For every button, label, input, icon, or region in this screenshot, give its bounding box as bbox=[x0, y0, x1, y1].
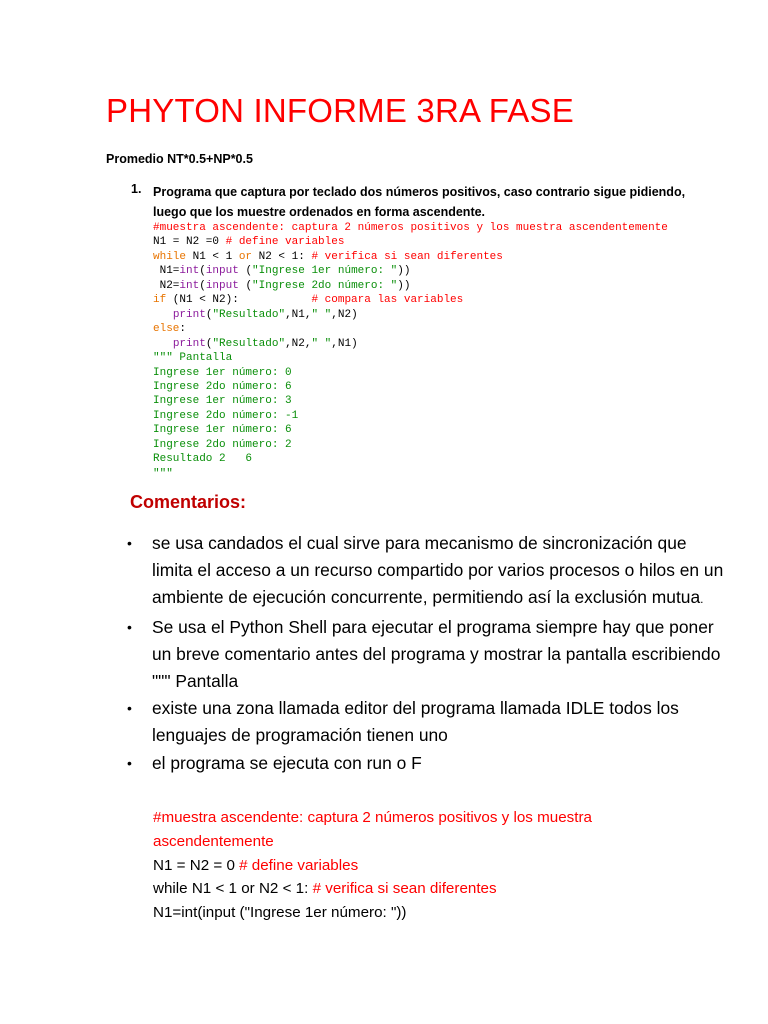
snippet-comment: # verifica si sean diferentes bbox=[312, 880, 497, 898]
code-string: " " bbox=[311, 337, 332, 350]
code-text: ( bbox=[205, 337, 213, 350]
comment-text: se usa candados el cual sirve para mecanismo de sincronización que limita el acceso a un recurso compartido por varios procesos o hilos en un ambiente de ejecución concurrente, permitiendo así la exclusión mutua bbox=[152, 533, 724, 608]
code-text: )) bbox=[397, 279, 411, 292]
code-string: " " bbox=[311, 308, 332, 321]
screen-line: Ingrese 1er número: 6 bbox=[153, 424, 292, 437]
document-title: PHYTON INFORME 3RA FASE bbox=[106, 92, 574, 129]
code-text: N1 = N2 =0 bbox=[153, 236, 226, 249]
code-string: "Resultado" bbox=[212, 308, 286, 321]
comments-heading: Comentarios: bbox=[130, 492, 247, 512]
bullet-icon: • bbox=[127, 618, 132, 635]
code-text bbox=[153, 309, 173, 321]
code-text: ( bbox=[199, 265, 206, 278]
list-item-text: Programa que captura por teclado dos números positivos, caso contrario sigue pidiendo, luego que los muestre ordenados en forma ascendente. bbox=[153, 185, 686, 219]
code-builtin: print bbox=[172, 337, 206, 350]
code-comment: #muestra ascendente: captura 2 números positivos y los muestra ascendentemente bbox=[153, 222, 668, 234]
comment-item bbox=[127, 530, 727, 614]
snippet-code: while N1 < 1 or N2 < 1: bbox=[153, 880, 313, 898]
code-text: N2 < 1: bbox=[252, 250, 312, 263]
code-string: "Ingrese 2do número: " bbox=[252, 279, 398, 292]
code-text: : bbox=[179, 323, 187, 336]
snippet-comment: # define variables bbox=[239, 856, 359, 874]
code-keyword: or bbox=[238, 250, 253, 263]
snippet-line bbox=[153, 877, 713, 901]
code-builtin: int bbox=[179, 279, 200, 292]
comment-item bbox=[127, 614, 727, 696]
code-text: ( bbox=[199, 279, 206, 292]
code-keyword: while bbox=[153, 250, 187, 263]
code-keyword: else bbox=[153, 323, 180, 336]
comment-item bbox=[127, 750, 727, 777]
comment-period: . bbox=[700, 592, 704, 607]
code-text: ,N2, bbox=[285, 337, 312, 350]
code-keyword: if bbox=[153, 294, 167, 307]
code-text: (N1 < N2): bbox=[166, 294, 312, 307]
code-comment: # verifica si sean diferentes bbox=[311, 250, 503, 263]
bullet-icon: • bbox=[127, 700, 132, 717]
screen-line: """ bbox=[153, 467, 173, 480]
comment-item bbox=[127, 695, 727, 749]
code-text: ( bbox=[238, 265, 253, 278]
code-text: ( bbox=[238, 279, 253, 292]
code-text: ,N1, bbox=[285, 308, 312, 321]
code-string: "Ingrese 1er número: " bbox=[252, 265, 398, 278]
grade-formula: Promedio NT*0.5+NP*0.5 bbox=[106, 152, 253, 166]
screen-line: Resultado 2 6 bbox=[153, 453, 253, 466]
comment-text: existe una zona llamada editor del programa llamada IDLE todos los lenguajes de programación tienen uno bbox=[152, 698, 679, 746]
screen-line: """ Pantalla bbox=[153, 352, 233, 365]
snippet-line bbox=[153, 901, 713, 925]
code-comment: # compara las variables bbox=[311, 294, 464, 307]
snippet-code: N1=int(input ("Ingrese 1er número: ")) bbox=[153, 904, 407, 922]
screen-line: Ingrese 2do número: 2 bbox=[153, 438, 292, 451]
code-snippet bbox=[153, 806, 713, 925]
list-item-number: 1. bbox=[131, 182, 142, 196]
code-text: )) bbox=[397, 265, 411, 278]
code-builtin: print bbox=[172, 308, 206, 321]
code-text: N1= bbox=[153, 265, 180, 278]
code-text: N2= bbox=[153, 279, 180, 292]
comment-text: el programa se ejecuta con run o F bbox=[152, 752, 422, 773]
screen-line: Ingrese 1er número: 3 bbox=[153, 395, 292, 408]
bullet-icon: • bbox=[127, 535, 132, 551]
snippet-comment: #muestra ascendente: captura 2 números positivos y los muestra ascendentemente bbox=[153, 809, 592, 850]
code-text: N1 < 1 bbox=[186, 250, 239, 263]
bullet-icon: • bbox=[127, 754, 132, 771]
screen-line: Ingrese 2do número: 6 bbox=[153, 380, 292, 393]
comment-text: Se usa el Python Shell para ejecutar el programa siempre hay que poner un breve comentario antes del programa y mostrar la pantalla escribiendo """ Pantalla bbox=[152, 616, 721, 692]
screen-line: Ingrese 2do número: -1 bbox=[153, 409, 299, 422]
comments-list bbox=[127, 530, 727, 777]
snippet-line bbox=[153, 854, 713, 878]
code-string: "Resultado" bbox=[212, 337, 286, 350]
screen-line: Ingrese 1er número: 0 bbox=[153, 366, 292, 379]
code-builtin: int bbox=[179, 265, 200, 278]
snippet-code: N1 = N2 = 0 bbox=[153, 856, 240, 874]
code-block bbox=[153, 221, 668, 481]
code-text bbox=[153, 338, 173, 350]
code-builtin: input bbox=[205, 265, 239, 278]
code-comment: # define variables bbox=[225, 236, 345, 249]
code-text: ( bbox=[205, 308, 213, 321]
code-text: ,N2) bbox=[331, 308, 358, 321]
code-builtin: input bbox=[205, 279, 239, 292]
code-text: ,N1) bbox=[331, 337, 358, 350]
